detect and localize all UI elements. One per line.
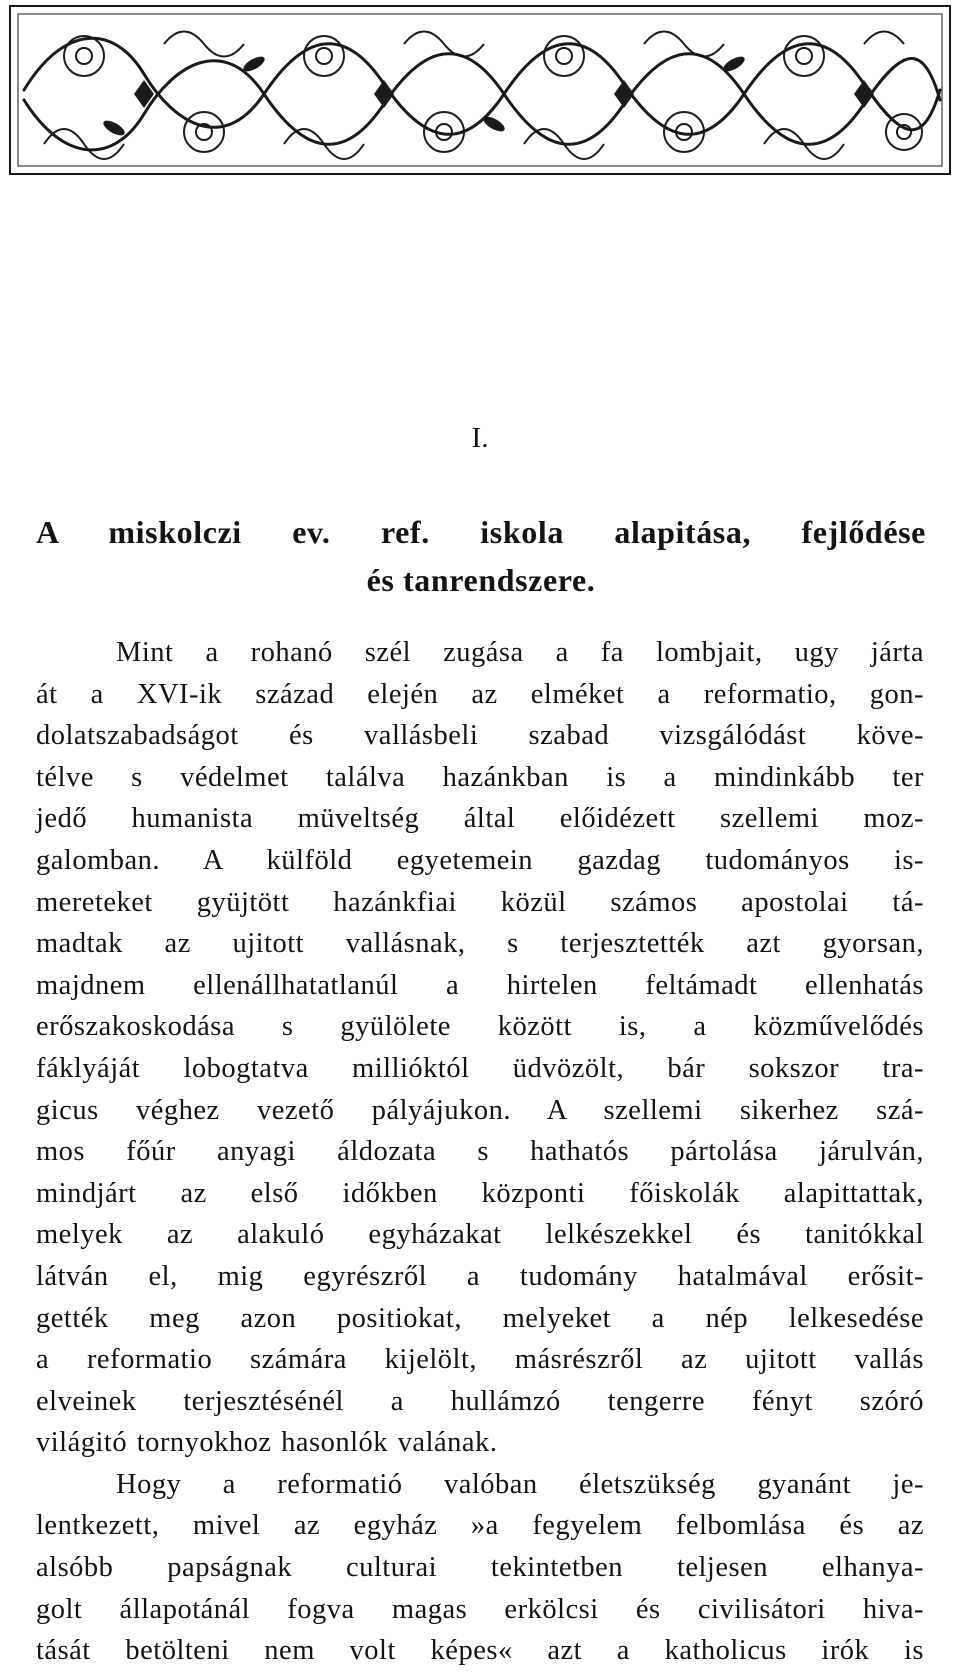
chapter-number: I. — [471, 422, 489, 454]
text-line: dolatszabadságot és vallásbeli szabad vizsgálódást köve- — [36, 720, 924, 752]
text-line: világitó tornyokhoz hasonlók valának. — [36, 1427, 498, 1459]
text-line: látván el, mig egyrészről a tudomány hatalmával erősit- — [36, 1260, 924, 1292]
decorative-headpiece-ornament — [4, 4, 956, 184]
text-line: mos főúr anyagi áldozata s hathatós pártolása járulván, — [36, 1136, 924, 1168]
text-line: a reformatio számára kijelölt, másrészről az ujitott vallás — [36, 1344, 924, 1376]
text-line: elveinek terjesztésénél a hullámzó tengerre fényt szóró — [36, 1385, 924, 1417]
chapter-title — [36, 508, 926, 604]
text-line: Hogy a reformatió valóban életszükség gyanánt je- — [116, 1468, 924, 1500]
text-line: galomban. A külföld egyetemein gazdag tudományos is- — [36, 844, 924, 876]
text-line: gették meg azon positiokat, melyeket a nép lelkesedése — [36, 1302, 924, 1334]
text-line: majdnem ellenállhatatlanúl a hirtelen feltámadt ellenhatás — [36, 969, 924, 1001]
text-line: erőszakoskodása s gyülölete között is, a közművelődés — [36, 1011, 924, 1043]
text-line: fáklyáját lobogtatva millióktól üdvözölt, bár sokszor tra- — [36, 1052, 924, 1084]
text-line: alsóbb papságnak culturai tekintetben teljesen elhanya- — [36, 1552, 924, 1584]
text-line: golt állapotánál fogva magas erkölcsi és civilisátori hiva- — [36, 1593, 924, 1625]
text-line: lentkezett, mivel az egyház »a fegyelem felbomlása és az — [36, 1510, 924, 1542]
text-line: gicus véghez vezető pályájukon. A szellemi sikerhez szá- — [36, 1094, 924, 1126]
text-line: mereteket gyüjtött hazánkfiai közül számos apostolai tá- — [36, 886, 924, 918]
text-line: mindjárt az első időkben központi főiskolák alapittattak, — [36, 1177, 924, 1209]
text-line: melyek az alakuló egyházakat lelkészekkel és tanitókkal — [36, 1219, 924, 1251]
text-line: jedő humanista müveltség által előidézett szellemi moz- — [36, 803, 924, 835]
title-line-2: és tanrendszere. — [366, 562, 596, 598]
text-line: Mint a rohanó szél zugása a fa lombjait, ugy járta — [116, 637, 924, 668]
text-line: át a XVI-ik század elején az elméket a reformatio, gon- — [36, 678, 924, 710]
text-line: télve s védelmet találva hazánkban is a mindinkább ter — [36, 761, 924, 793]
title-line-1: A miskolczi ev. ref. iskola alapitása, fejlődése — [36, 514, 926, 550]
text-line: madtak az ujitott vallásnak, s terjesztették azt gyorsan, — [36, 928, 924, 960]
body-text — [36, 632, 924, 1672]
text-line: tását betölteni nem volt képes« azt a katholicus irók is — [36, 1635, 924, 1667]
